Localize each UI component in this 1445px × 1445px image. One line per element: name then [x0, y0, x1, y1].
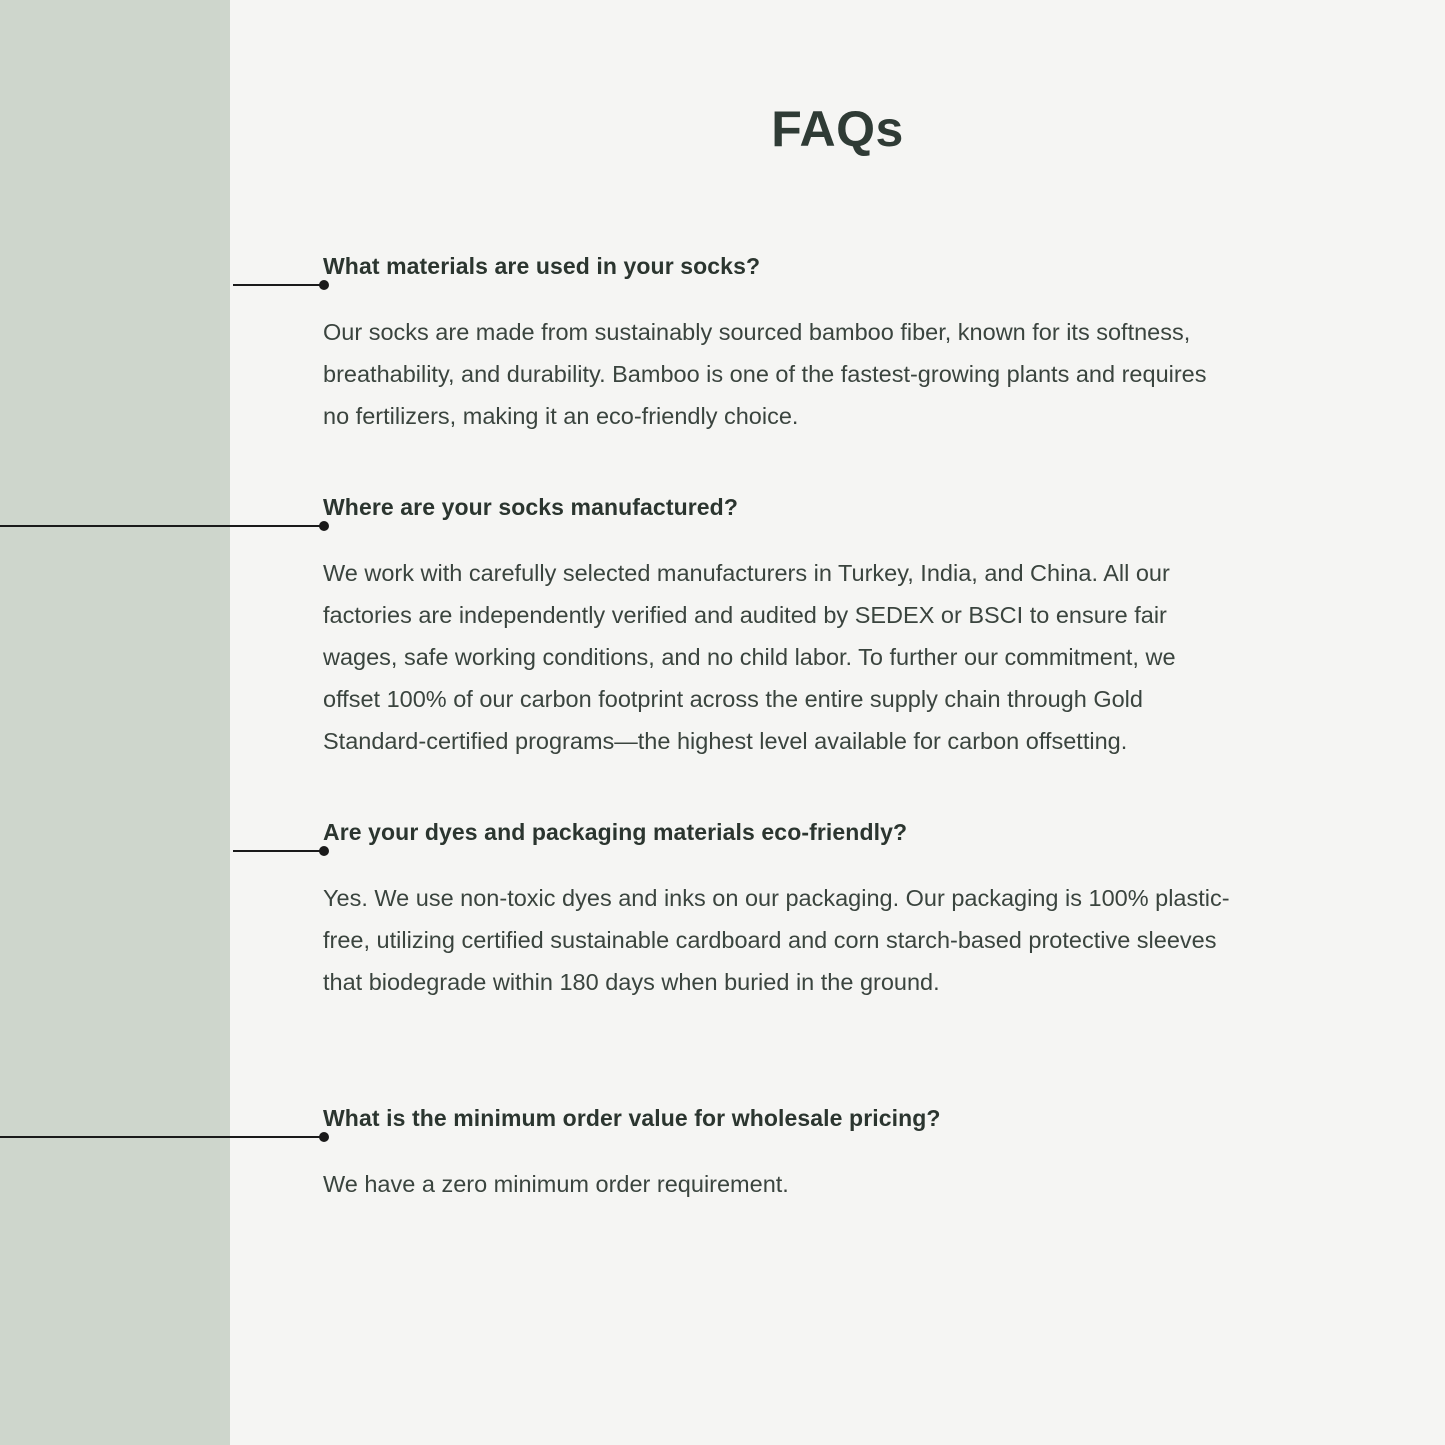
left-color-band — [0, 0, 230, 1445]
faq-item — [323, 818, 1253, 1003]
faq-answer: We have a zero minimum order requirement. — [323, 1170, 789, 1197]
faq-answer: We work with carefully selected manufacturers in Turkey, India, and China. All our factories are independently verified and audited by SEDEX or BSCI to ensure fair wages, safe working conditions, and no child labor. To further our commitment, we offset 100% of our carbon footprint across the entire supply chain through Gold Standard-certified programs—the highest level available for carbon offsetting. — [323, 560, 1176, 754]
faq-item — [323, 1104, 1253, 1206]
page-title: FAQs — [771, 101, 904, 157]
faq-connector-dot — [319, 521, 329, 531]
faq-item — [323, 252, 1253, 437]
faq-question: What is the minimum order value for wholesale pricing? — [323, 1104, 941, 1131]
faq-question: What materials are used in your socks? — [323, 253, 761, 279]
faq-connector-line — [0, 1136, 323, 1138]
faq-question: Where are your socks manufactured? — [323, 494, 738, 521]
faq-connector-dot — [319, 280, 329, 290]
faq-question: Are your dyes and packaging materials eco-friendly? — [323, 819, 908, 846]
faq-answer: Our socks are made from sustainably sourced bamboo fiber, known for its softness, breathability, and durability. Bamboo is one of the fastest-growing plants and requires no fertilizers, making it an eco-friendly choice. — [323, 318, 1207, 429]
faq-connector-line — [233, 284, 323, 286]
faq-connector-dot — [319, 1132, 329, 1142]
faq-answer: Yes. We use non-toxic dyes and inks on our packaging. Our packaging is 100% plastic-free, utilizing certified sustainable cardboard and corn starch-based protective sleeves that biodegrade within 180 days when buried in the ground. — [323, 885, 1230, 995]
faq-connector-line — [0, 525, 323, 527]
faq-list — [323, 252, 1253, 1206]
faq-connector-line — [233, 850, 323, 852]
faq-connector-dot — [319, 846, 329, 856]
faq-item — [323, 493, 1253, 762]
